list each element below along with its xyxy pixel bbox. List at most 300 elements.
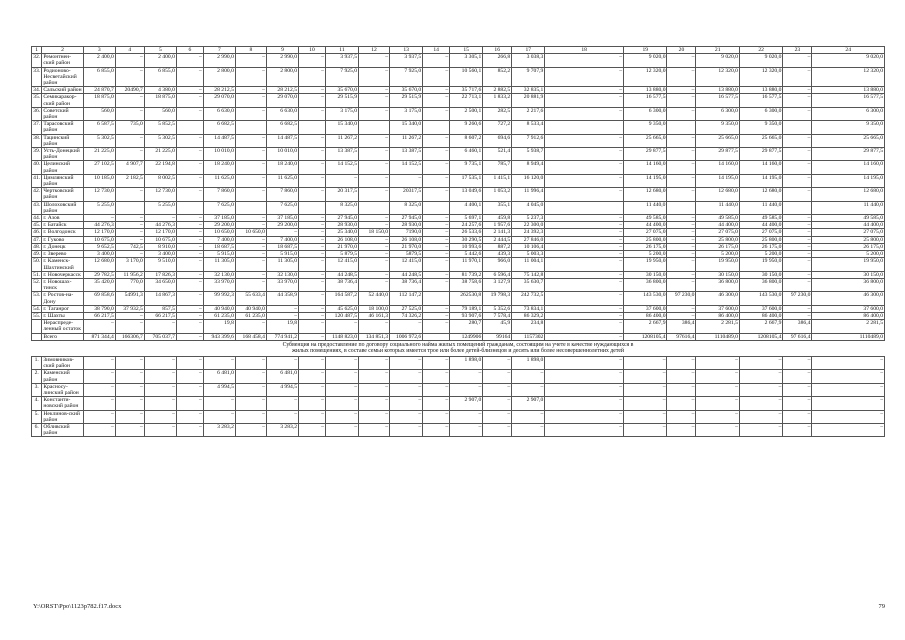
table-cell: 2 281,5: [812, 320, 885, 333]
table-cell: 9 020,0: [624, 54, 667, 67]
table-cell: 4 400,1: [450, 201, 483, 214]
table-cell: 2 882,5: [483, 87, 512, 94]
table-cell: 10 106,4: [512, 243, 545, 250]
table-cell: 14 195,0: [739, 174, 782, 187]
table-cell: –: [667, 243, 696, 250]
table-cell: –: [235, 410, 266, 423]
table-cell: –: [176, 271, 203, 278]
table-cell: 7 912,6: [512, 134, 545, 147]
table-cell: –: [783, 222, 812, 229]
table-cell: 3 038,3: [512, 54, 545, 67]
table-cell: 44 400,0: [739, 222, 782, 229]
table-cell: –: [176, 134, 203, 147]
table-cell: –: [783, 161, 812, 174]
table-cell: 12 680,0: [739, 188, 782, 201]
row-name-cell: г. Таганрог: [42, 305, 83, 312]
table-cell: 24 870,7: [83, 87, 115, 94]
table-cell: –: [512, 410, 545, 423]
table-cell: –: [667, 134, 696, 147]
table-cell: –: [176, 370, 203, 383]
table-cell: –: [235, 174, 266, 187]
table-cell: 27 075,0: [812, 229, 885, 236]
table-cell: –: [667, 271, 696, 278]
table-cell: 97 230,0: [783, 292, 812, 305]
table-cell: 9 350,0: [624, 121, 667, 134]
table-row: [32, 236, 885, 243]
table-cell: –: [483, 397, 512, 410]
table-cell: –: [667, 87, 696, 94]
table-cell: 46 161,3: [359, 312, 390, 319]
table-cell: 166306,7: [115, 333, 144, 340]
table-cell: 8 910,0: [144, 243, 176, 250]
table-cell: 1249906: [450, 333, 483, 340]
table-cell: 164 587,2: [325, 292, 358, 305]
table-row: [32, 370, 885, 383]
table-cell: 2 990,0: [266, 54, 298, 67]
table-cell: –: [299, 320, 326, 333]
table-cell: 5 255,0: [144, 201, 176, 214]
table-cell: 12 680,0: [812, 188, 885, 201]
table-cell: –: [390, 356, 423, 369]
table-cell: 25 800,0: [812, 236, 885, 243]
table-cell: –: [235, 258, 266, 271]
table-cell: –: [739, 383, 782, 396]
table-cell: –: [390, 410, 423, 423]
table-cell: 27 945,0: [390, 215, 423, 222]
table-cell: –: [325, 397, 358, 410]
table-cell: –: [235, 383, 266, 396]
row-number-cell: 49.: [33, 251, 41, 258]
table-cell: 2 141,3: [483, 229, 512, 236]
table-cell: 266,8: [483, 54, 512, 67]
table-cell: –: [545, 107, 624, 120]
table-cell: [176, 201, 203, 214]
row-number-cell: 48.: [33, 243, 41, 250]
table-cell: 40 940,0: [203, 305, 235, 312]
table-cell: 943 399,6: [203, 333, 235, 340]
table-cell: 4 380,0: [144, 87, 176, 94]
table-cell: –: [235, 54, 266, 67]
table-cell: –: [299, 87, 326, 94]
table-cell: –: [299, 94, 326, 107]
table-cell: 44 400,0: [624, 222, 667, 229]
table-cell: 1 957,6: [483, 222, 512, 229]
table-cell: 13 880,0: [739, 87, 782, 94]
table-cell: –: [483, 410, 512, 423]
table-cell: –: [299, 410, 326, 423]
row-name-cell: Обливский район: [42, 423, 83, 436]
table-cell: –: [783, 251, 812, 258]
table-cell: –: [390, 370, 423, 383]
table-cell: 26 175,0: [696, 243, 739, 250]
table-cell: –: [235, 423, 266, 436]
table-cell: –: [176, 107, 203, 120]
table-cell: 49 585,0: [624, 215, 667, 222]
table-cell: 6 300,0: [696, 107, 739, 120]
table-cell: 37 932,5: [115, 305, 144, 312]
table-cell: –: [359, 251, 390, 258]
table-cell: –: [115, 54, 144, 67]
table-cell: 93 907,6: [450, 312, 483, 319]
table-cell: 7 925,0: [325, 67, 358, 87]
table-cell: –: [359, 278, 390, 291]
table-cell: 19 950,0: [739, 258, 782, 271]
table-cell: –: [299, 333, 326, 340]
table-cell: 7 860,0: [203, 188, 235, 201]
table-cell: 15 340,0: [325, 121, 358, 134]
table-cell: 11 996,4: [512, 188, 545, 201]
table-cell: 21 970,0: [390, 243, 423, 250]
row-name-cell: 2: [42, 47, 83, 54]
table-cell: 5879,5: [390, 251, 423, 258]
table-cell: 26 175,0: [812, 243, 885, 250]
table-cell: –: [115, 251, 144, 258]
table-cell: –: [235, 320, 266, 333]
table-row: [32, 188, 885, 201]
table-cell: –: [144, 215, 176, 222]
table-cell: 19,8: [203, 320, 235, 333]
table-cell: –: [83, 397, 115, 410]
table-cell: –: [696, 423, 739, 436]
table-cell: 4: [115, 47, 144, 54]
table-cell: 6 855,0: [144, 67, 176, 87]
table-cell: 12: [359, 47, 390, 54]
table-cell: 1110489,0: [696, 333, 739, 340]
table-cell: –: [299, 278, 326, 291]
table-cell: –: [696, 356, 739, 369]
table-cell: 11 970,1: [450, 258, 483, 271]
table-cell: 386,4: [783, 320, 812, 333]
table-cell: –: [667, 148, 696, 161]
table-cell: 6 460,1: [450, 148, 483, 161]
table-cell: –: [83, 383, 115, 396]
table-cell: 75 142,8: [512, 271, 545, 278]
table-cell: –: [115, 320, 144, 333]
table-cell: 12 320,0: [624, 67, 667, 87]
table-cell: 3 400,0: [83, 251, 115, 258]
table-cell: [423, 201, 450, 214]
table-cell: –: [667, 236, 696, 243]
table-cell: 35 420,0: [83, 278, 115, 291]
table-cell: –: [423, 312, 450, 319]
table-cell: 8 949,4: [512, 161, 545, 174]
table-cell: –: [144, 356, 176, 369]
table-cell: 22: [739, 47, 782, 54]
table-cell: 12 680,0: [696, 188, 739, 201]
table-cell: –: [783, 305, 812, 312]
table-cell: –: [423, 278, 450, 291]
row-name-cell: Чертковский район: [42, 188, 83, 201]
table-cell: 2 500,1: [450, 107, 483, 120]
table-cell: 2 667,9: [624, 320, 667, 333]
table-cell: 26 533,6: [450, 229, 483, 236]
table-cell: –: [299, 54, 326, 67]
row-name-cell: Константи-новский район: [42, 397, 83, 410]
table-cell: 30 150,0: [696, 271, 739, 278]
table-cell: –: [359, 174, 390, 187]
table-cell: 16 577,5: [624, 94, 667, 107]
table-cell: 11 004,1: [512, 258, 545, 271]
table-cell: 28 930,0: [390, 222, 423, 229]
table-cell: 35 670,0: [325, 87, 358, 94]
table-cell: 17: [512, 47, 545, 54]
table-row: [32, 107, 885, 120]
table-cell: 6 481,0: [203, 370, 235, 383]
table-cell: –: [176, 87, 203, 94]
row-number-cell: 45.: [33, 222, 41, 229]
table-cell: 24 392,3: [512, 229, 545, 236]
table-cell: 12 415,0: [390, 258, 423, 271]
table-row: [32, 410, 885, 423]
table-cell: –: [176, 174, 203, 187]
table-cell: 29 515,9: [325, 94, 358, 107]
section-title: Субвенция на предоставление по договору социального найма жилых помещений гражданам, состоящим на учете в качестве нуждающихся в жилых помещениях, в составе семьи которых имеется трое или более детей-близнецов и десять или более несовершеннолетних детей: [32, 340, 885, 356]
table-cell: 13 880,0: [696, 87, 739, 94]
table-cell: 37 600,0: [739, 305, 782, 312]
table-cell: –: [299, 229, 326, 236]
table-cell: 44 276,3: [144, 222, 176, 229]
row-name-cell: г. Гуково: [42, 236, 83, 243]
table-cell: 36 800,0: [739, 278, 782, 291]
table-cell: –: [423, 243, 450, 250]
table-cell: 120 487,5: [325, 312, 358, 319]
table-cell: 17 826,3: [144, 271, 176, 278]
table-cell: 61 235,0: [235, 312, 266, 319]
table-cell: –: [423, 236, 450, 243]
table-cell: 234,8: [512, 320, 545, 333]
table-cell: 29 515,9: [390, 94, 423, 107]
table-cell: 262530,8: [450, 292, 483, 305]
table-cell: 13 049,6: [450, 188, 483, 201]
table-cell: 11 440,0: [624, 201, 667, 214]
table-cell: –: [423, 251, 450, 258]
table-cell: –: [545, 222, 624, 229]
table-cell: –: [423, 222, 450, 229]
table-cell: 7190,0: [390, 229, 423, 236]
table-cell: –: [325, 383, 358, 396]
table-cell: 7 400,0: [266, 236, 298, 243]
table-cell: 6 682,5: [203, 121, 235, 134]
row-name-cell: Каменский район: [42, 370, 83, 383]
table-cell: –: [203, 410, 235, 423]
table-cell: –: [624, 397, 667, 410]
table-cell: –: [176, 54, 203, 67]
table-cell: 29 070,0: [203, 94, 235, 107]
table-cell: 8 002,5: [144, 174, 176, 187]
table-cell: 7 860,0: [266, 188, 298, 201]
row-number-cell: 42.: [32, 188, 42, 201]
table-cell: 560,0: [144, 107, 176, 120]
table-cell: –: [144, 370, 176, 383]
table-cell: –: [266, 305, 298, 312]
row-name-cell: г. Ростов-на-Дону: [42, 292, 83, 305]
table-cell: 6: [176, 47, 203, 54]
table-cell: 9 735,1: [450, 161, 483, 174]
table-cell: 3: [83, 47, 115, 54]
table-row: [32, 423, 885, 436]
table-cell: 9 020,0: [739, 54, 782, 67]
row-number-cell: 4.: [32, 397, 42, 410]
table-cell: –: [235, 188, 266, 201]
table-cell: 2 444,5: [483, 236, 512, 243]
table-row: [32, 174, 885, 187]
table-cell: 44 248,5: [325, 271, 358, 278]
table-cell: –: [512, 383, 545, 396]
row-name-cell: г. Новочеркасск: [42, 271, 83, 278]
table-cell: 37 600,0: [696, 305, 739, 312]
table-cell: –: [359, 134, 390, 147]
table-cell: [545, 201, 624, 214]
table-cell: [115, 201, 144, 214]
table-cell: 25 800,0: [739, 236, 782, 243]
table-cell: –: [545, 229, 624, 236]
table-cell: –: [235, 215, 266, 222]
table-cell: –: [545, 305, 624, 312]
table-cell: 26 108,0: [325, 236, 358, 243]
table-cell: –: [545, 356, 624, 369]
table-cell: 14 487,5: [203, 134, 235, 147]
table-cell: 9 020,0: [696, 54, 739, 67]
row-number-cell: 36.: [32, 107, 42, 120]
table-cell: 73 834,1: [512, 305, 545, 312]
table-cell: 44 400,0: [696, 222, 739, 229]
table-cell: –: [359, 148, 390, 161]
table-cell: 24: [812, 47, 885, 54]
table-cell: –: [483, 370, 512, 383]
row-number-cell: 2.: [32, 370, 42, 383]
table-cell: 459,8: [483, 215, 512, 222]
table-cell: –: [667, 222, 696, 229]
table-cell: –: [115, 229, 144, 236]
table-cell: [667, 201, 696, 214]
table-cell: 5 237,3: [512, 215, 545, 222]
table-cell: 5 302,5: [83, 134, 115, 147]
table-cell: –: [423, 107, 450, 120]
table-row: [32, 121, 885, 134]
table-cell: 34 650,0: [144, 278, 176, 291]
table-cell: 19: [624, 47, 667, 54]
table-cell: –: [115, 215, 144, 222]
table-cell: –: [390, 383, 423, 396]
table-row: [32, 87, 885, 94]
table-cell: 5 200,0: [624, 251, 667, 258]
table-cell: 49 585,0: [739, 215, 782, 222]
table-cell: –: [359, 383, 390, 396]
table-cell: 6 587,5: [83, 121, 115, 134]
table-cell: –: [512, 423, 545, 436]
table-cell: –: [545, 320, 624, 333]
table-cell: 3 937,5: [325, 54, 358, 67]
table-cell: 6 596,4: [483, 271, 512, 278]
table-cell: 37 600,0: [812, 305, 885, 312]
table-cell: 14 195,0: [624, 174, 667, 187]
table-cell: –: [176, 320, 203, 333]
table-cell: 99164: [483, 333, 512, 340]
table-cell: –: [266, 312, 298, 319]
table-cell: –: [359, 215, 390, 222]
table-cell: –: [235, 161, 266, 174]
table-cell: 16: [483, 47, 512, 54]
table-cell: 7 925,0: [390, 67, 423, 87]
table-cell: 15 340,0: [390, 121, 423, 134]
table-cell: 44 276,3: [83, 222, 115, 229]
table-cell: 37 185,0: [203, 215, 235, 222]
table-cell: 10 185,0: [83, 174, 115, 187]
table-cell: –: [483, 356, 512, 369]
table-cell: –: [299, 222, 326, 229]
table-cell: 785,7: [483, 161, 512, 174]
table-cell: 38 736,4: [325, 278, 358, 291]
table-cell: 25 800,0: [696, 236, 739, 243]
table-cell: 32 835,1: [512, 87, 545, 94]
table-cell: 1148 823,0: [325, 333, 358, 340]
table-cell: 13: [390, 47, 423, 54]
table-cell: –: [115, 397, 144, 410]
table-cell: 25 665,0: [696, 134, 739, 147]
table-cell: 3 175,0: [390, 107, 423, 120]
table-cell: 242 732,5: [512, 292, 545, 305]
table-cell: 5 879,5: [325, 251, 358, 258]
table-cell: 2 400,0: [83, 54, 115, 67]
table-cell: 386,4: [667, 320, 696, 333]
table-cell: 3 937,5: [390, 54, 423, 67]
table-cell: –: [235, 67, 266, 87]
table-cell: –: [783, 54, 812, 67]
table-cell: 29 877,5: [624, 148, 667, 161]
table-cell: 7 578,4: [483, 312, 512, 319]
table-cell: 19,8: [266, 320, 298, 333]
table-cell: 81 739,2: [450, 271, 483, 278]
table-cell: [667, 121, 696, 134]
table-cell: 9 652,5: [83, 243, 115, 250]
row-name-cell: г. Волгодонск: [42, 229, 83, 236]
table-cell: 74 326,2: [390, 312, 423, 319]
table-cell: –: [299, 312, 326, 319]
table-cell: 5 915,0: [266, 251, 298, 258]
table-row: [32, 356, 885, 369]
table-cell: –: [235, 370, 266, 383]
table-cell: –: [423, 320, 450, 333]
table-cell: 30 150,0: [812, 271, 885, 278]
table-cell: –: [359, 236, 390, 243]
table-cell: –: [450, 370, 483, 383]
table-cell: 6 630,0: [203, 107, 235, 120]
table-cell: –: [176, 333, 203, 340]
row-number-cell: 38.: [32, 134, 42, 147]
table-row: [32, 383, 885, 396]
table-cell: –: [423, 356, 450, 369]
table-cell: –: [203, 356, 235, 369]
table-cell: –: [235, 107, 266, 120]
table-cell: 86 400,0: [696, 312, 739, 319]
table-cell: –: [325, 356, 358, 369]
row-number-cell: 44.: [33, 215, 41, 222]
table-cell: 735,0: [115, 121, 144, 134]
table-cell: 852,2: [483, 67, 512, 87]
table-cell: –: [235, 222, 266, 229]
table-cell: 14 160,0: [696, 161, 739, 174]
table-cell: –: [115, 107, 144, 120]
table-cell: –: [176, 148, 203, 161]
row-name-cell: г. Новошах-тинск: [42, 278, 83, 291]
table-row: [32, 278, 885, 291]
table-cell: –: [423, 161, 450, 174]
table-cell: –: [83, 215, 115, 222]
table-cell: 38 790,0: [83, 305, 115, 312]
table-cell: 11 267,2: [325, 134, 358, 147]
table-row: [32, 397, 885, 410]
table-cell: 6 682,5: [266, 121, 298, 134]
